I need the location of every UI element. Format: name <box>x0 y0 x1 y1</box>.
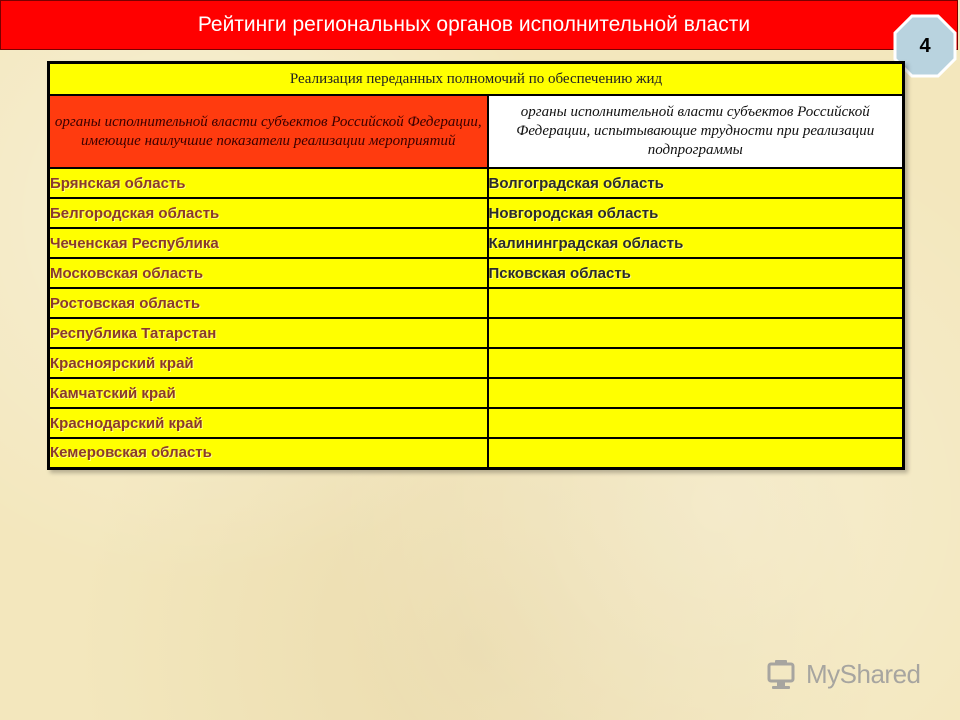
best-region-cell: Краснодарский край <box>49 408 488 438</box>
best-region-cell: Белгородская область <box>49 198 488 228</box>
best-region-cell: Камчатский край <box>49 378 488 408</box>
table-row <box>49 198 904 228</box>
best-column-header: органы исполнительной власти субъектов Российской Федерации, имеющие наилучшие показатели реализации мероприятий <box>49 95 488 168</box>
table-row <box>49 438 904 468</box>
table-row <box>49 348 904 378</box>
best-region-cell: Кемеровская область <box>49 438 488 468</box>
worst-region-cell: Новгородская область <box>488 198 904 228</box>
slide-title: Рейтинги региональных органов исполнительной власти <box>197 13 751 36</box>
table-row <box>49 318 904 348</box>
table-row <box>49 168 904 198</box>
table-row <box>49 258 904 288</box>
worst-region-cell <box>488 288 904 318</box>
worst-region-cell: Калининградская область <box>488 228 904 258</box>
table-header-row <box>49 63 904 96</box>
column-header-row <box>49 95 904 168</box>
table-row <box>49 288 904 318</box>
ratings-table <box>47 61 905 470</box>
slide-number: 4 <box>919 35 931 57</box>
best-region-cell: Чеченская Республика <box>49 228 488 258</box>
worst-region-cell: Волгоградская область <box>488 168 904 198</box>
worst-region-cell <box>488 408 904 438</box>
table-header: Реализация переданных полномочий по обеспечению жид <box>49 63 904 96</box>
best-region-cell: Московская область <box>49 258 488 288</box>
worst-region-cell <box>488 348 904 378</box>
table-row <box>49 378 904 408</box>
worst-column-header: органы исполнительной власти субъектов Российской Федерации, испытывающие трудности при реализации подпрограммы <box>488 95 904 168</box>
best-region-cell: Красноярский край <box>49 348 488 378</box>
worst-region-cell <box>488 318 904 348</box>
worst-region-cell: Псковская область <box>488 258 904 288</box>
best-region-cell: Республика Татарстан <box>49 318 488 348</box>
worst-region-cell <box>488 378 904 408</box>
title-bar <box>0 0 958 50</box>
worst-region-cell <box>488 438 904 468</box>
best-region-cell: Брянская область <box>49 168 488 198</box>
table-row <box>49 408 904 438</box>
watermark-text: MyShared <box>806 658 921 689</box>
myshared-logo-icon <box>766 657 800 691</box>
table-row <box>49 228 904 258</box>
best-region-cell: Ростовская область <box>49 288 488 318</box>
watermark <box>766 656 921 692</box>
